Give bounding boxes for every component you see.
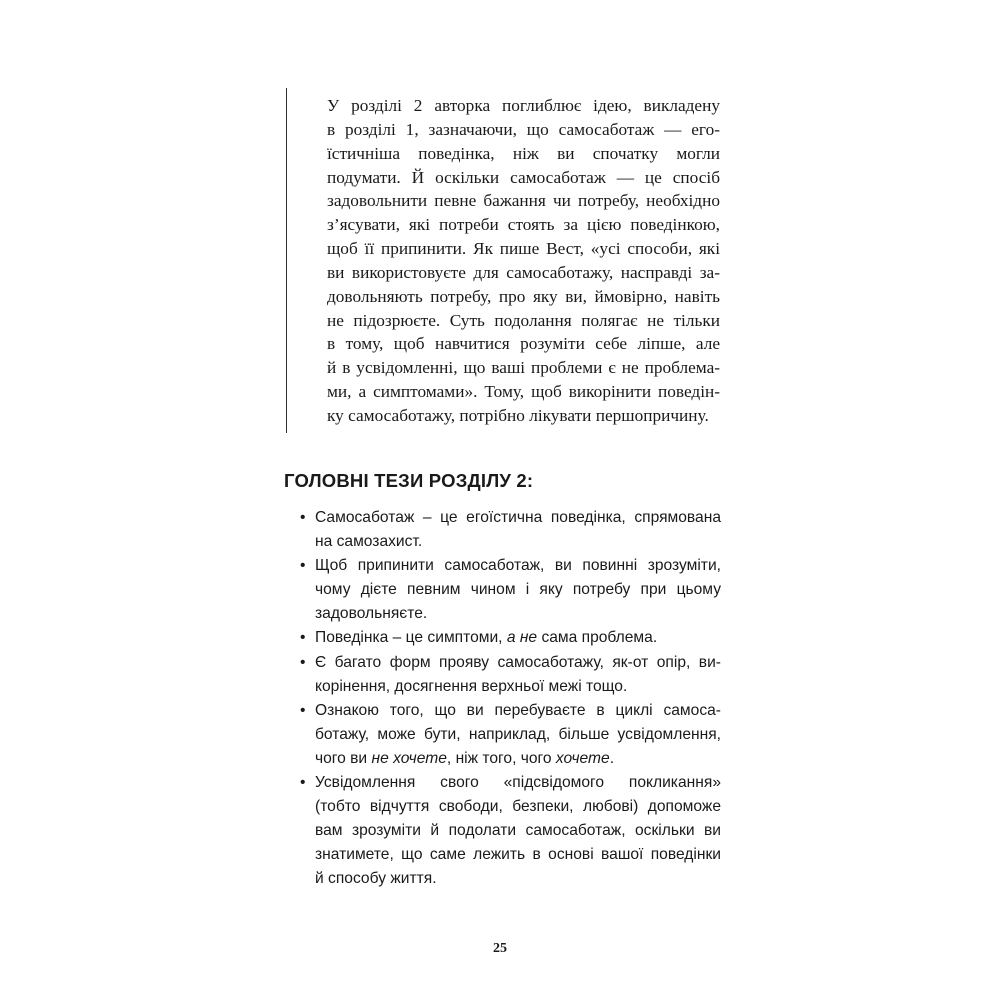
- quote-line: ми, а симптомами». Тому, щоб викорінити поведін-: [327, 382, 720, 402]
- quote-line: їстичніша поведінка, ніж ви спочатку могли: [327, 143, 720, 163]
- list-item-line: (тобто відчуття свободи, безпеки, любові) допоможе: [315, 798, 721, 816]
- list-item-line: знатимете, що саме лежить в основі вашої поведінки: [315, 846, 721, 864]
- quote-line: У розділі 2 авторка поглиблює ідею, викладену: [327, 96, 720, 115]
- quote-line: ви використовуєте для самосаботажу, насправді за-: [327, 262, 720, 282]
- list-item-line: корінення, досягнення верхньої межі тощо.: [315, 677, 628, 695]
- list-item: [300, 554, 721, 626]
- list-item-line: Усвідомлення свого «підсвідомого покликання»: [315, 774, 721, 792]
- bullet-icon: •: [300, 701, 306, 719]
- list-item: [300, 651, 721, 699]
- list-item: [300, 771, 721, 891]
- quote-paragraph: [327, 94, 720, 428]
- list-item-line: Щоб припинити самосаботаж, ви повинні зрозуміти,: [315, 557, 721, 575]
- text-segment: чого ви: [315, 749, 372, 767]
- bullet-icon: •: [300, 774, 306, 792]
- quote-vertical-rule: [286, 88, 287, 433]
- list-item-line: [315, 626, 721, 650]
- list-item: [300, 626, 721, 650]
- list-item-line: на самозахист.: [315, 533, 423, 551]
- quote-line: з’ясувати, які потреби стоять за цією поведінкою,: [327, 215, 720, 235]
- list-item: [300, 506, 721, 554]
- quote-line: в тому, щоб навчитися розуміти себе ліпше, але: [327, 334, 720, 354]
- text-segment: сама проблема.: [537, 629, 658, 647]
- quote-line: щоб її припинити. Як пише Вест, «усі способи, які: [327, 239, 720, 259]
- bullet-icon: •: [300, 629, 306, 647]
- emphasis-text: не хочете: [371, 749, 447, 767]
- quote-line: задовольнити певне бажання чи потребу, необхідно: [327, 191, 720, 211]
- quote-line: й в усвідомленні, що ваші проблеми є не проблема-: [327, 358, 720, 378]
- bullet-icon: •: [300, 653, 306, 671]
- text-segment: .: [609, 749, 615, 767]
- emphasis-text: хочете: [555, 749, 610, 767]
- text-segment: Поведінка – це симптоми,: [315, 629, 507, 647]
- text-segment: , ніж того, чого: [446, 749, 556, 767]
- list-item-line: ботажу, може бути, наприклад, більше усвідомлення,: [315, 725, 721, 743]
- list-item-line: Самосаботаж – це егоїстична поведінка, спрямована: [315, 509, 721, 526]
- quote-line: не підозрюєте. Суть подолання полягає не тільки: [327, 310, 720, 330]
- list-item: [300, 699, 721, 771]
- quote-line: ку самосаботажу, потрібно лікувати першопричину.: [327, 405, 709, 425]
- bullet-icon: •: [300, 557, 306, 575]
- list-item-line: Є багато форм прояву самосаботажу, як-от опір, ви-: [315, 653, 721, 671]
- quote-line: подумати. Й оскільки самосаботаж — це спосіб: [327, 167, 720, 187]
- list-item-line: задовольняєте.: [315, 605, 428, 623]
- emphasis-text: а не: [506, 629, 538, 647]
- quote-line: довольняють потребу, про яку ви, ймовірно, навіть: [327, 286, 720, 306]
- bullet-icon: •: [300, 509, 306, 526]
- list-item-line: Ознакою того, що ви перебуваєте в циклі самоса-: [315, 701, 721, 719]
- quote-line: в розділі 1, зазначаючи, що самосаботаж — его-: [327, 119, 720, 139]
- key-points-list: [300, 506, 721, 892]
- list-item-line: й способу життя.: [315, 870, 437, 888]
- list-item-line: чому дієте певним чином і яку потребу при цьому: [315, 581, 721, 599]
- section-heading: ГОЛОВНІ ТЕЗИ РОЗДІЛУ 2:: [284, 470, 534, 491]
- page-number: 25: [493, 941, 507, 956]
- list-item-line: вам зрозуміти й подолати самосаботаж, оскільки ви: [315, 822, 721, 840]
- list-item-line: [315, 747, 721, 771]
